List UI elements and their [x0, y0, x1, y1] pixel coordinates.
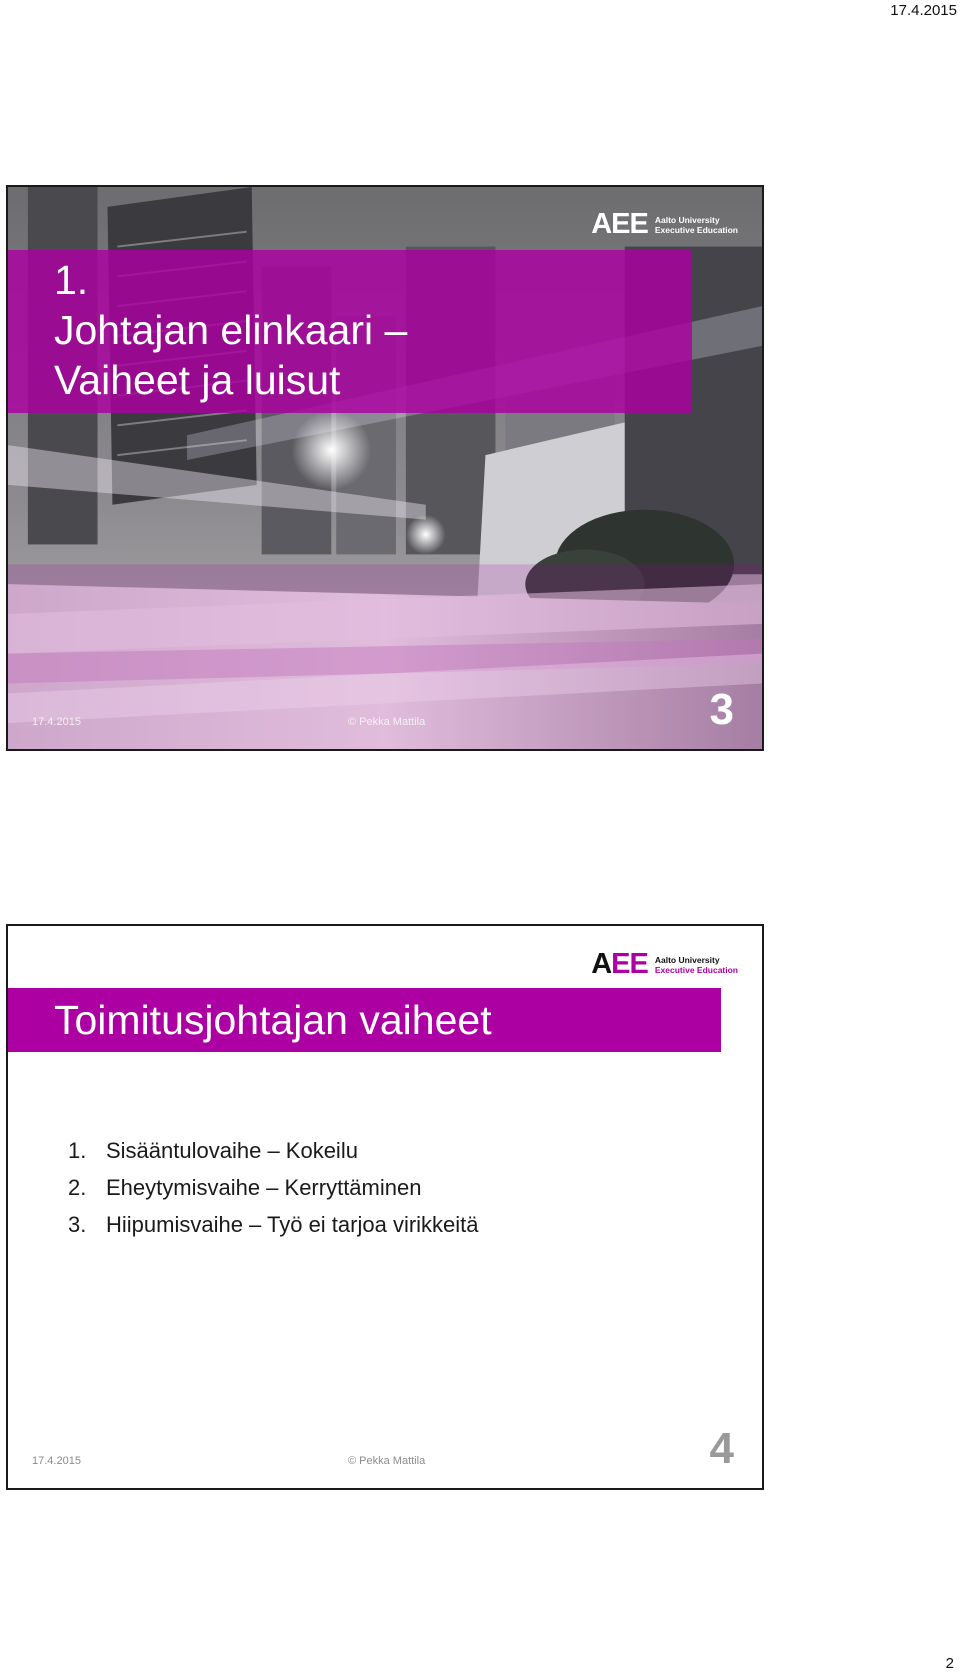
logo-line-2: Executive Education: [654, 964, 738, 975]
logo-line-1: Aalto University: [654, 214, 720, 225]
logo-line-2: Executive Education: [654, 224, 738, 235]
slide-4: [6, 924, 764, 1490]
phase-list: [68, 1132, 479, 1243]
logo-mark: AEE: [591, 208, 648, 240]
page-number: 2: [945, 1655, 954, 1672]
list-item-number: 3.: [68, 1212, 87, 1237]
logo-line-1: Aalto University: [654, 954, 720, 965]
list-item: [68, 1206, 479, 1243]
footer-author: © Pekka Mattila: [348, 716, 426, 728]
logo-mark: AEE: [591, 948, 648, 980]
list-item-text: Hiipumisvaihe – Työ ei tarjoa virikkeitä: [106, 1212, 479, 1237]
slide-title: Toimitusjohtajan vaiheet: [54, 997, 492, 1043]
page-header-date: 17.4.2015: [890, 2, 957, 19]
aee-logo: [591, 210, 738, 239]
slide-number: 4: [709, 1424, 734, 1473]
slide-number: 3: [709, 685, 734, 734]
slide-title: 1. Johtajan elinkaari – Vaiheet ja luisut: [54, 257, 408, 403]
list-item-text: Eheytymisvaihe – Kerryttäminen: [106, 1175, 422, 1200]
footer-date: 17.4.2015: [32, 716, 81, 728]
list-item-number: 1.: [68, 1138, 87, 1163]
list-item-text: Sisääntulovaihe – Kokeilu: [106, 1138, 358, 1163]
list-item-number: 2.: [68, 1175, 87, 1200]
list-item: [68, 1169, 479, 1206]
slide-3: [6, 185, 764, 751]
footer-date: 17.4.2015: [32, 1455, 81, 1467]
list-item: [68, 1132, 479, 1169]
aee-logo: [591, 950, 738, 979]
footer-author: © Pekka Mattila: [348, 1455, 426, 1467]
